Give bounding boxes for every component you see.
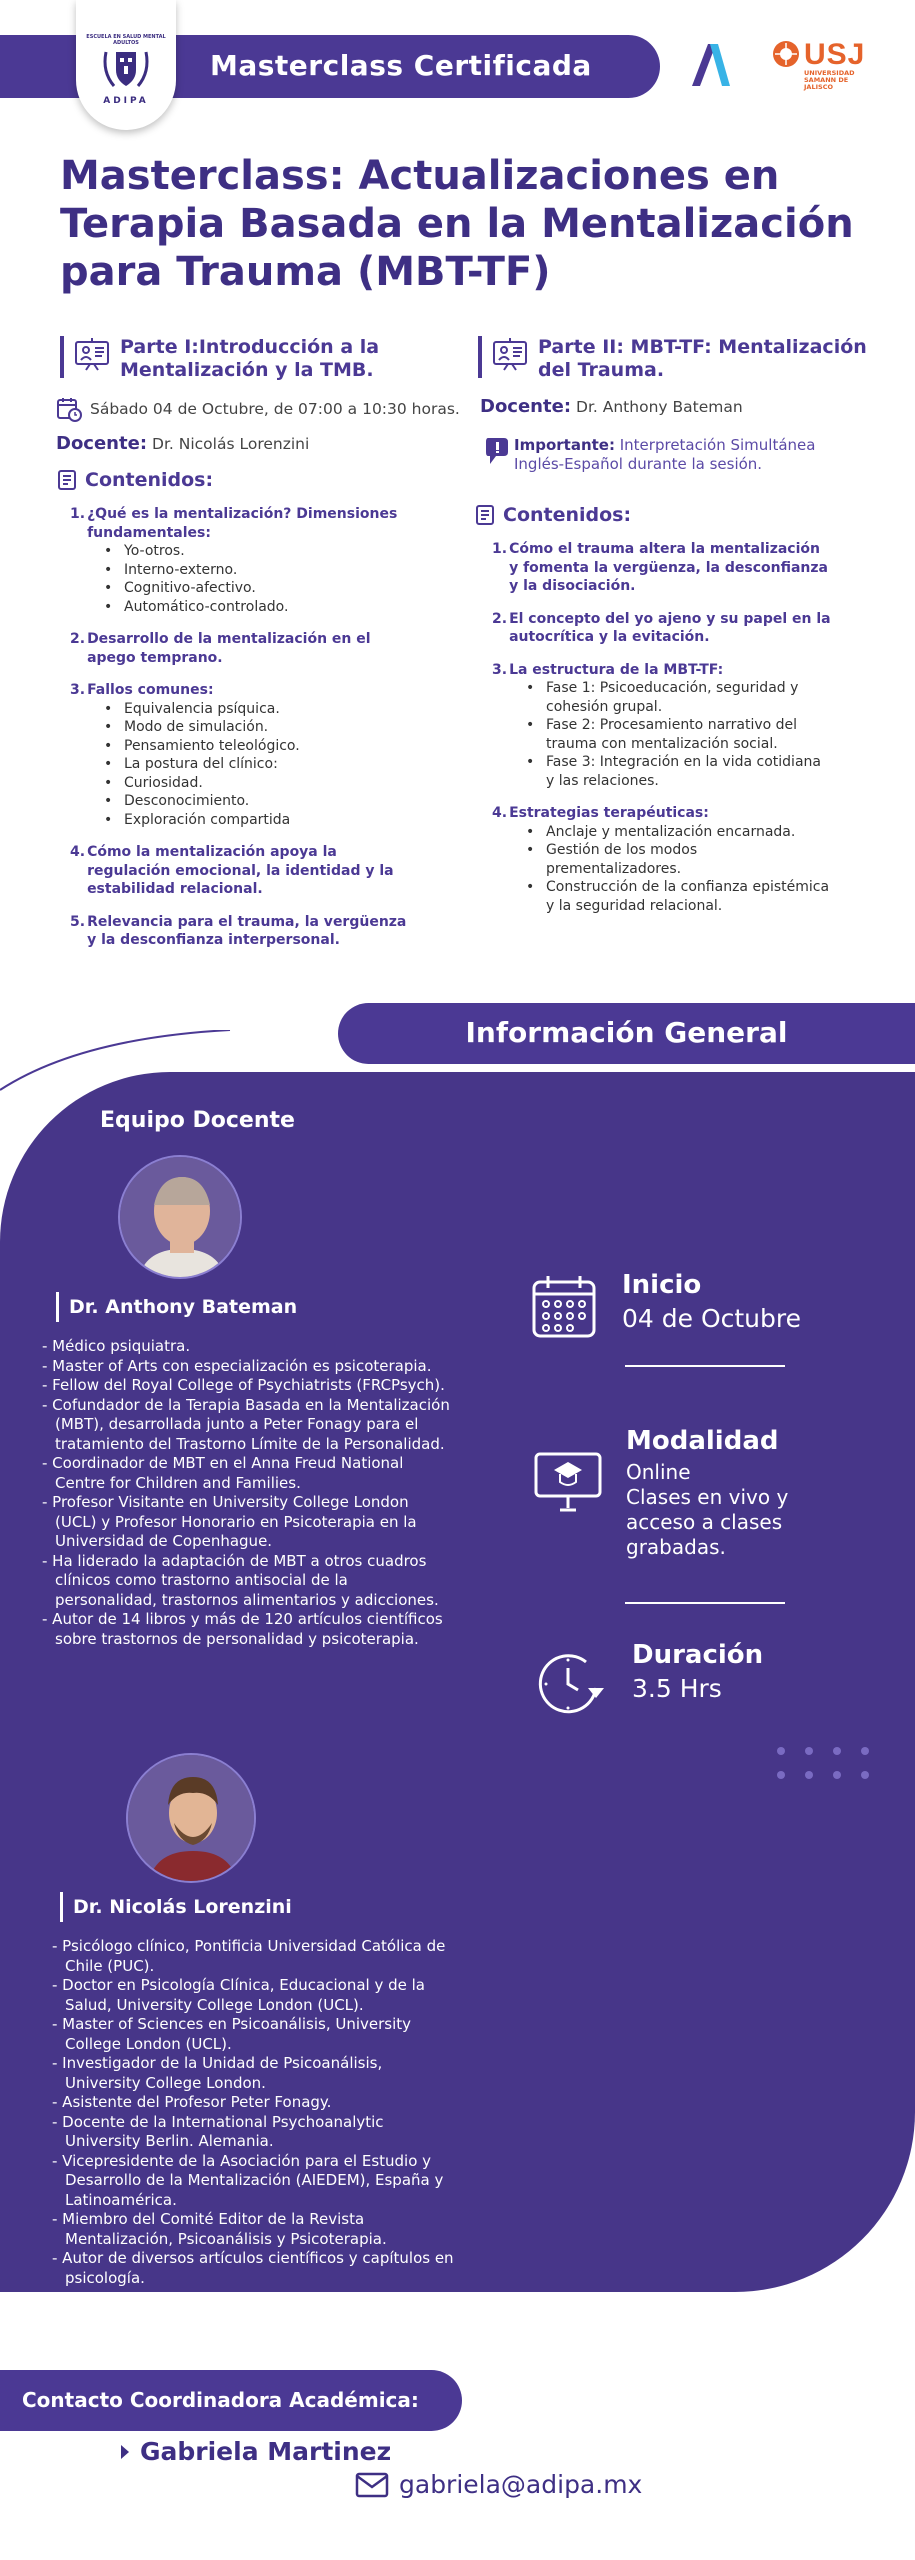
modalidad-detail: Clases en vivo y acceso a clases grabadas. (626, 1485, 789, 1559)
bio-line: - Médico psiquiatra. (42, 1337, 191, 1355)
part1-bar (60, 336, 64, 378)
doctor-1-bio (42, 1337, 452, 1649)
content-item (70, 681, 410, 829)
part2-content-list (492, 540, 832, 929)
content-item (492, 610, 832, 647)
content-item (70, 505, 410, 616)
contact-name: Gabriela Martinez (140, 2437, 392, 2466)
part1-heading (60, 336, 460, 382)
bio-line: - Investigador de la Unidad de Psicoanálisis, University College London. (52, 2054, 383, 2092)
content-item-title (70, 843, 410, 899)
content-item-text: ¿Qué es la mentalización? Dimensiones fundamentales: (87, 506, 398, 541)
document-list-icon (474, 503, 498, 527)
content-item-number: 1. (70, 506, 86, 522)
content-item-text: Cómo la mentalización apoya la regulación emocional, la identidad y la estabilidad relacional. (87, 844, 394, 897)
avatar-doctor-2 (126, 1753, 256, 1883)
separator (625, 1365, 785, 1367)
bullet-item: • Equivalencia psíquica. (104, 700, 410, 719)
bio-line: - Autor de diversos artículos científicos y capítulos en psicología. (52, 2249, 454, 2287)
bullet-item: • Yo-otros. (104, 542, 410, 561)
name-bar (60, 1892, 63, 1922)
presentation-board-icon (74, 336, 110, 372)
a-brand-logo-icon (688, 38, 732, 88)
part2-title: Parte II: MBT-TF: Mentalización del Trauma. (538, 336, 867, 381)
bullet-item: • Exploración compartida (104, 811, 410, 830)
content-item-number: 2. (492, 610, 508, 627)
part2-docente-row (480, 396, 743, 417)
content-item-number: 3. (70, 682, 86, 698)
content-item-title (492, 540, 832, 596)
usj-subtitle (804, 70, 855, 91)
speech-info-icon (484, 436, 510, 466)
content-item-number: 5. (70, 913, 86, 930)
doctor-2-bio (52, 1937, 462, 2288)
content-item (492, 661, 832, 791)
doctor-1-name (56, 1292, 297, 1322)
doctor-2-name-text: Dr. Nicolás Lorenzini (73, 1896, 292, 1918)
contact-banner (0, 2370, 462, 2431)
part1-title: Parte I:Introducción a la Mentalización y la TMB. (120, 336, 380, 381)
important-note (484, 436, 844, 474)
usj-name: USJ (804, 38, 866, 71)
team-title: Equipo Docente (100, 1108, 295, 1133)
caret-right-icon (118, 2443, 132, 2461)
part2-docente-name: Dr. Anthony Bateman (576, 397, 743, 416)
modalidad-value: Online (626, 1460, 691, 1484)
content-item-title (70, 630, 410, 667)
part1-contenidos-heading (56, 468, 213, 492)
bullet-item: • Fase 3: Integración en la vida cotidiana y las relaciones. (526, 753, 832, 790)
usj-sub-line: SAMANN DE (804, 76, 849, 84)
content-item (492, 804, 832, 915)
bio-line: - Miembro del Comité Editor de la Revista Mentalización, Psicoanálisis y Psicoterapia. (52, 2210, 387, 2248)
presentation-board-icon (492, 336, 528, 372)
badge-word: ADIPA (103, 96, 149, 106)
content-item-number: 1. (492, 541, 508, 557)
duracion-label: Duración (632, 1640, 764, 1670)
part1-docente-row (56, 433, 309, 454)
info-banner-title: Información General (465, 1016, 788, 1049)
docente-label: Docente: (56, 433, 148, 454)
contact-name-row (118, 2437, 391, 2466)
bio-line: - Cofundador de la Terapia Basada en la Mentalización (MBT), desarrollada junto a Peter Fonagy para el tratamiento del Trastorno Límite de la Personalidad. (42, 1395, 450, 1453)
calendar-icon (530, 1272, 598, 1340)
bio-line: - Autor de 14 libros y más de 120 artículos científicos sobre trastornos de personalidad y psicoterapia. (42, 1610, 443, 1648)
usj-sub-line: JALISCO (804, 83, 833, 91)
clock-icon (536, 1648, 608, 1720)
content-item-title (492, 804, 832, 823)
bullet-list (526, 823, 832, 916)
bio-line: - Master of Arts con especialización es psicoterapia. (42, 1356, 432, 1375)
person-photo-icon (120, 1157, 242, 1279)
bullet-item: • La postura del clínico: (104, 755, 410, 774)
bio-line: - Asistente del Profesor Peter Fonagy. (52, 2093, 332, 2111)
part1-contenidos-label: Contenidos: (85, 469, 214, 491)
bullet-list (104, 542, 410, 616)
bio-line: - Master of Sciences en Psicoanálisis, University College London (UCL). (52, 2015, 412, 2053)
inicio-label: Inicio (622, 1270, 702, 1300)
decorative-dots (775, 1745, 875, 1781)
content-item-text: El concepto del yo ajeno y su papel en la autocrítica y la evitación. (509, 610, 831, 645)
bio-line: - Fellow del Royal College of Psychiatrists (FRCPsych). (42, 1376, 445, 1394)
content-item-title (70, 681, 410, 700)
part2-heading (478, 336, 878, 382)
bullet-list (526, 679, 832, 790)
duracion-info (632, 1640, 763, 1703)
duracion-value: 3.5 Hrs (632, 1674, 722, 1703)
bio-line: - Vicepresidente de la Asociación para el Estudio y Desarrollo de la Mentalización (AIEDEM), España y Latinoamérica. (52, 2151, 444, 2209)
content-item-text: Desarrollo de la mentalización en el apego temprano. (87, 631, 371, 666)
inicio-info (622, 1270, 801, 1333)
contact-email[interactable]: gabriela@adipa.mx (399, 2470, 643, 2499)
part2-contenidos-label: Contenidos: (503, 504, 632, 526)
part2-bar (478, 336, 482, 378)
separator (625, 1602, 785, 1604)
document-list-icon (56, 468, 80, 492)
bullet-item: • Construcción de la confianza epistémica y la seguridad relacional. (526, 878, 832, 915)
content-item-text: Fallos comunes: (87, 682, 214, 698)
badge-school-text: ESCUELA EN SALUD MENTAL ADULTOS (86, 34, 166, 46)
content-item-title (70, 505, 410, 542)
bio-line: - Doctor en Psicología Clínica, Educacional y de la Salud, University College London (UCL). (52, 1976, 425, 2014)
bullet-item: • Fase 1: Psicoeducación, seguridad y cohesión grupal. (526, 679, 832, 716)
content-item-number: 2. (70, 631, 86, 647)
docente-label: Docente: (480, 396, 572, 417)
bullet-item: • Automático-controlado. (104, 598, 410, 617)
part1-date: Sábado 04 de Octubre, de 07:00 a 10:30 horas. (90, 400, 460, 418)
doctor-2-name (60, 1892, 292, 1922)
inicio-value: 04 de Octubre (622, 1304, 802, 1333)
part1-docente-name: Dr. Nicolás Lorenzini (152, 434, 310, 453)
content-item-text: La estructura de la MBT-TF: (509, 661, 724, 678)
modalidad-info (626, 1426, 806, 1560)
calendar-clock-icon (56, 396, 82, 422)
page-title: Masterclass: Actualizaciones en Terapia Basada en la Mentalización para Trauma (MBT-TF) (60, 153, 854, 295)
bio-line: - Profesor Visitante en University College London (UCL) y Profesor Honorario en Psicoterapia en la Universidad de Copenhague. (42, 1493, 417, 1550)
bullet-item: • Curiosidad. (104, 774, 410, 793)
bullet-item: • Desconocimiento. (104, 792, 410, 811)
online-class-monitor-icon (532, 1440, 604, 1512)
content-item-text: Cómo el trauma altera la mentalización y fomenta la vergüenza, la desconfianza y la disociación. (509, 541, 828, 594)
bio-line: - Ha liderado la adaptación de MBT a otros cuadros clínicos como trastorno antisocial de la personalidad, trastornos alimentarios y adicciones. (42, 1551, 439, 1609)
content-item (70, 630, 410, 667)
content-item (70, 913, 410, 950)
bio-line: - Psicólogo clínico, Pontificia Universidad Católica de Chile (PUC). (52, 1937, 446, 1975)
part1-date-row (56, 396, 460, 422)
person-photo-icon (128, 1755, 256, 1883)
important-label: Importante: (514, 436, 615, 454)
laurel-shield-icon (100, 46, 152, 94)
bullet-item: • Gestión de los modos prementalizadores. (526, 841, 832, 878)
bullet-item: • Interno-externo. (104, 561, 410, 580)
modalidad-label: Modalidad (626, 1426, 779, 1456)
usj-emblem-icon (772, 40, 800, 68)
bullet-list (104, 700, 410, 830)
content-item-title (70, 913, 410, 950)
bullet-item: • Modo de simulación. (104, 718, 410, 737)
bio-line: - Docente de la International Psychoanalytic University Berlin. Alemania. (52, 2112, 384, 2150)
content-item-number: 4. (492, 805, 508, 821)
bullet-item: • Fase 2: Procesamiento narrativo del trauma con mentalización social. (526, 716, 832, 753)
doctor-1-name-text: Dr. Anthony Bateman (69, 1296, 298, 1318)
bullet-item: • Cognitivo-afectivo. (104, 579, 410, 598)
content-item-number: 3. (492, 661, 508, 678)
content-item (492, 540, 832, 596)
important-text: Interpretación Simultánea Inglés-Español durante la sesión. (514, 436, 816, 473)
adipa-badge-logo (76, 0, 176, 130)
content-item (70, 843, 410, 899)
part1-content-list (70, 505, 410, 964)
content-item-title (492, 661, 832, 680)
contact-title: Contacto Coordinadora Académica: (22, 2388, 419, 2412)
name-bar (56, 1292, 59, 1322)
content-item-title (492, 610, 832, 647)
mail-icon (355, 2472, 389, 2498)
header-banner-title: Masterclass Certificada (210, 49, 592, 82)
contact-email-row[interactable] (355, 2470, 642, 2499)
info-banner (338, 1003, 915, 1064)
bullet-item: • Anclaje y mentalización encarnada. (526, 823, 832, 842)
bullet-item: • Pensamiento teleológico. (104, 737, 410, 756)
avatar-doctor-1 (118, 1155, 242, 1279)
usj-sub-line: UNIVERSIDAD (804, 69, 855, 77)
part2-contenidos-heading (474, 503, 631, 527)
content-item-text: Relevancia para el trauma, la vergüenza y la desconfianza interpersonal. (87, 913, 407, 948)
content-item-text: Estrategias terapéuticas: (509, 805, 709, 821)
usj-logo (772, 38, 872, 94)
bio-line: - Coordinador de MBT en el Anna Freud National Centre for Children and Families. (42, 1454, 404, 1492)
content-item-number: 4. (70, 844, 86, 860)
